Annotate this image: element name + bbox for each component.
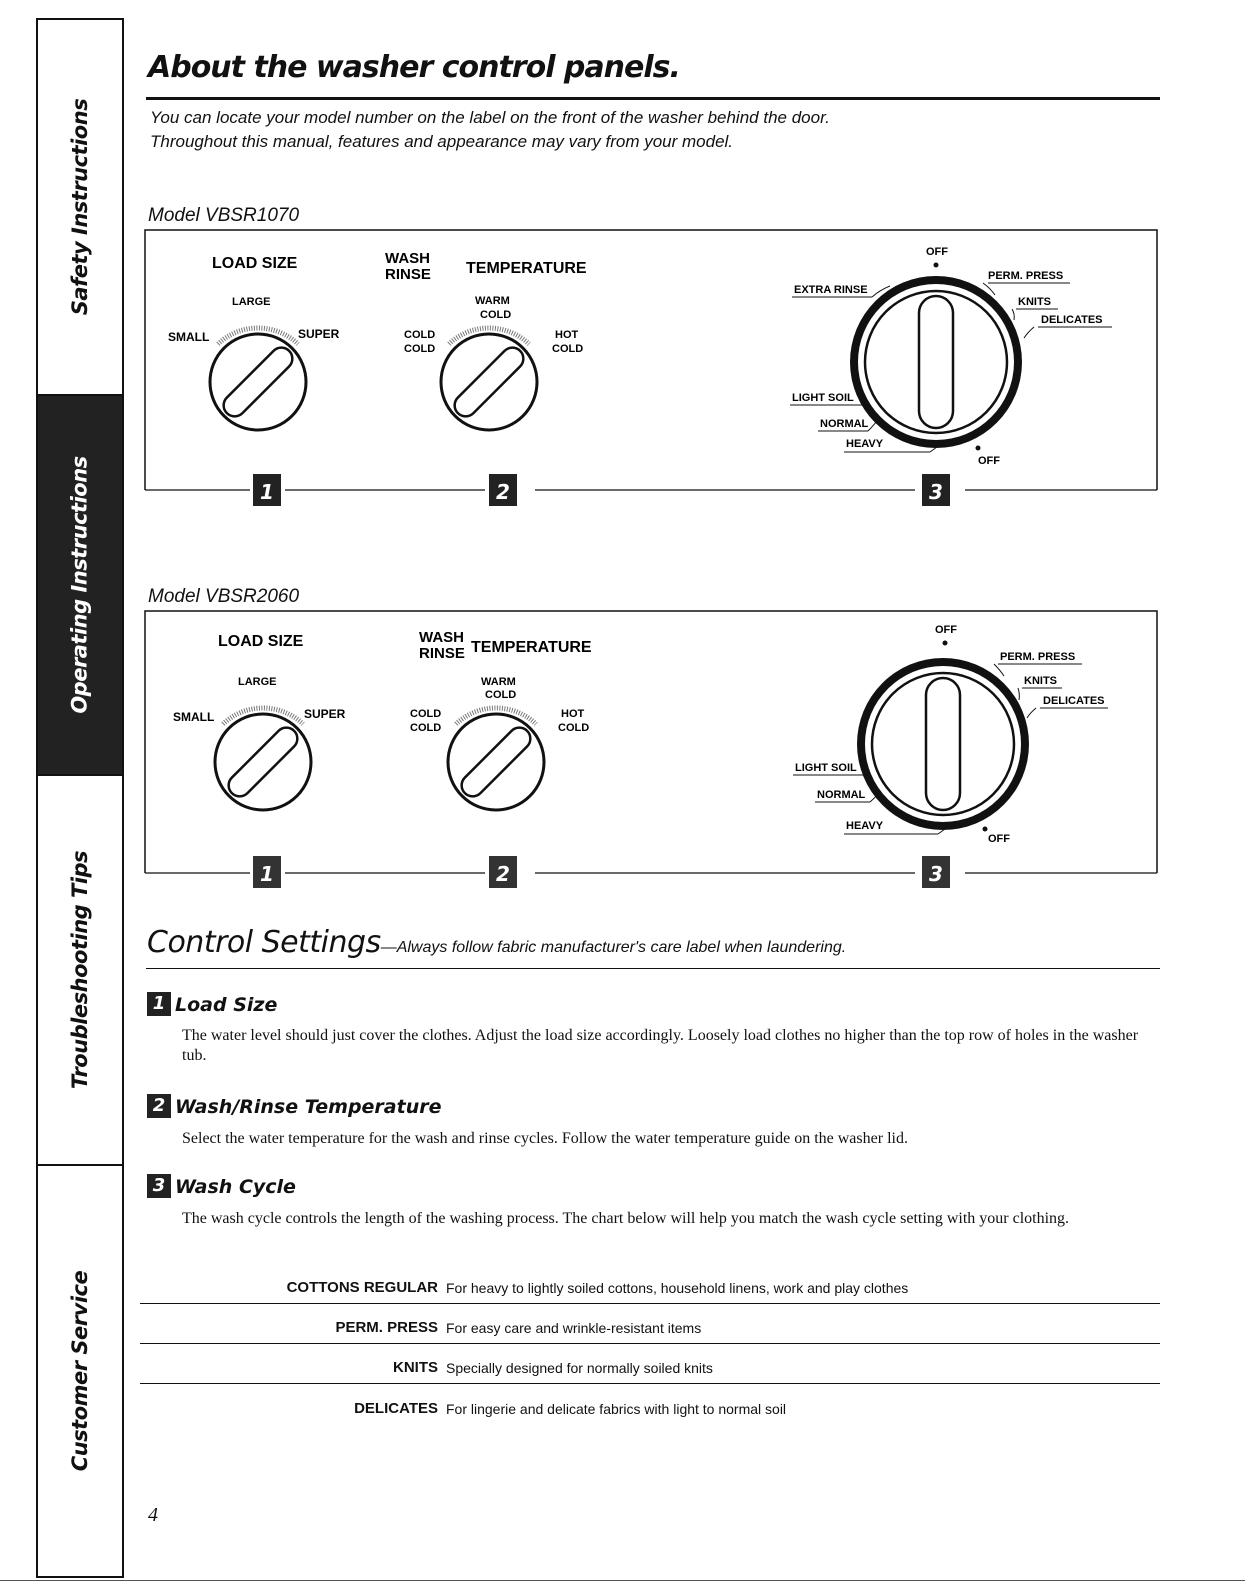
load-size-super: SUPER [298, 327, 340, 341]
intro-text: Throughout this manual, features and appearance may vary from your model. [150, 132, 734, 151]
tab-label: Safety Instructions [68, 98, 93, 316]
load-size-small: SMALL [168, 330, 210, 344]
temp-wash-label: WASH [419, 629, 464, 646]
tab-label: Customer Service [68, 1270, 93, 1472]
temp-cold: COLD [410, 708, 442, 720]
temp-rinse-label: RINSE [385, 266, 431, 283]
temp-warm: WARM [481, 676, 516, 688]
table-divider [140, 1343, 1160, 1344]
panel-badge-3 [922, 856, 950, 888]
page-number: 4 [148, 1504, 158, 1526]
badge-number: 2 [496, 480, 510, 504]
cycle-off-bottom: OFF [988, 833, 1010, 845]
badge-number: 3 [929, 862, 943, 886]
cycle-table-row [140, 1313, 1160, 1347]
control-settings-subtitle: —Always follow fabric manufacturer's care label when laundering. [380, 939, 847, 956]
cycle-light-soil: LIGHT SOIL [795, 762, 857, 774]
badge-number: 3 [929, 480, 943, 504]
temp-cold: COLD [480, 309, 512, 321]
page-title: About the washer control panels. [148, 50, 680, 85]
setting-description: Select the water temperature for the wash and rinse cycles. Follow the water temperature guide on the washer lid. [182, 1130, 908, 1147]
panel-badge-1 [253, 856, 281, 888]
load-size-title: LOAD SIZE [218, 633, 304, 650]
cycle-perm-press: PERM. PRESS [988, 270, 1064, 282]
control-panel-vbsr2060 [145, 611, 1157, 888]
cycle-delicates: DELICATES [1041, 314, 1103, 326]
cycle-table-row [140, 1394, 1160, 1428]
setting-number-badge: 2 [147, 1094, 171, 1118]
setting-load-size-heading [147, 992, 277, 1016]
page-bottom-edge [0, 1580, 1245, 1581]
setting-temperature-heading [147, 1094, 441, 1118]
temp-cold: COLD [410, 722, 442, 734]
cycle-name: DELICATES [354, 1400, 438, 1417]
cycle-name: COTTONS REGULAR [286, 1279, 438, 1296]
panel-badge-3 [922, 474, 950, 506]
model-label: Model VBSR2060 [148, 586, 300, 607]
temp-hot: HOT [561, 708, 585, 720]
cycle-name: PERM. PRESS [335, 1319, 438, 1336]
setting-description: The wash cycle controls the length of the washing process. The chart below will help you match the wash cycle setting with your clothing. [182, 1210, 1070, 1227]
cycle-heavy: HEAVY [846, 438, 884, 450]
cycle-description: For heavy to lightly soiled cottons, household linens, work and play clothes [446, 1280, 909, 1296]
load-size-large: LARGE [232, 296, 271, 308]
cycle-description: For lingerie and delicate fabrics with light to normal soil [446, 1401, 787, 1417]
cycle-off-bottom: OFF [978, 455, 1000, 467]
temperature-title: TEMPERATURE [471, 639, 592, 656]
cycle-perm-press: PERM. PRESS [1000, 651, 1076, 663]
temperature-title: TEMPERATURE [466, 260, 587, 277]
control-settings-title: Control Settings [147, 925, 381, 960]
cycle-description: Specially designed for normally soiled knits [446, 1360, 713, 1376]
control-panel-vbsr1070 [145, 230, 1157, 506]
cycle-name: KNITS [393, 1359, 438, 1376]
cycle-normal: NORMAL [817, 789, 866, 801]
temp-rinse-label: RINSE [419, 645, 465, 662]
setting-title: Load Size [175, 994, 278, 1016]
control-settings-heading [147, 925, 846, 960]
temp-cold: COLD [404, 343, 436, 355]
table-divider [140, 1303, 1160, 1304]
temp-warm: WARM [475, 295, 510, 307]
setting-number-badge: 1 [147, 992, 171, 1016]
load-size-small: SMALL [173, 710, 215, 724]
temp-cold: COLD [552, 343, 584, 355]
badge-number: 1 [260, 480, 274, 504]
setting-title: Wash/Rinse Temperature [175, 1096, 442, 1118]
cycle-knits: KNITS [1018, 296, 1051, 308]
tab-label: Operating Instructions [68, 456, 93, 714]
cycle-extra-rinse: EXTRA RINSE [794, 284, 868, 296]
badge-number: 1 [260, 862, 274, 886]
cycle-table-row [140, 1273, 1160, 1307]
setting-title: Wash Cycle [175, 1176, 296, 1198]
temp-cold: COLD [485, 689, 517, 701]
temp-cold: COLD [404, 329, 436, 341]
panel-badge-1 [253, 474, 281, 506]
cycle-light-soil: LIGHT SOIL [792, 392, 854, 404]
cycle-table-row [140, 1353, 1160, 1387]
cycle-off-top: OFF [926, 246, 948, 258]
temp-cold: COLD [558, 722, 590, 734]
panel-badge-2 [489, 474, 517, 506]
cycle-off-top: OFF [935, 624, 957, 636]
cycle-delicates: DELICATES [1043, 695, 1105, 707]
cycle-normal: NORMAL [820, 418, 869, 430]
tab-customer-service[interactable] [38, 1166, 122, 1576]
tab-label: Troubleshooting Tips [68, 850, 92, 1090]
load-size-knob[interactable] [173, 633, 346, 810]
cycle-heavy: HEAVY [846, 820, 884, 832]
wash-cycle-knob[interactable] [790, 246, 1112, 467]
temp-wash-label: WASH [385, 250, 430, 267]
load-size-knob[interactable] [168, 255, 340, 430]
panel-badge-2 [489, 856, 517, 888]
temp-hot: HOT [555, 329, 579, 341]
temperature-knob[interactable] [410, 629, 592, 810]
setting-wash-cycle-heading [147, 1174, 296, 1198]
setting-description: The water level should just cover the clothes. Adjust the load size accordingly. Loosely load clothes no higher than the top row of holes in the washer tub. [182, 1027, 1139, 1064]
setting-number-badge: 3 [147, 1174, 171, 1198]
control-settings-divider [146, 968, 1160, 969]
intro-text: You can locate your model number on the label on the front of the washer behind the door. [150, 108, 830, 127]
table-divider [140, 1383, 1160, 1384]
load-size-super: SUPER [304, 707, 346, 721]
load-size-title: LOAD SIZE [212, 255, 298, 272]
temperature-knob[interactable] [385, 250, 587, 430]
cycle-knits: KNITS [1024, 675, 1057, 687]
cycle-description: For easy care and wrinkle-resistant items [446, 1320, 702, 1336]
wash-cycle-knob[interactable] [793, 624, 1108, 845]
badge-number: 2 [496, 862, 510, 886]
model-label: Model VBSR1070 [148, 205, 300, 226]
load-size-large: LARGE [238, 676, 277, 688]
